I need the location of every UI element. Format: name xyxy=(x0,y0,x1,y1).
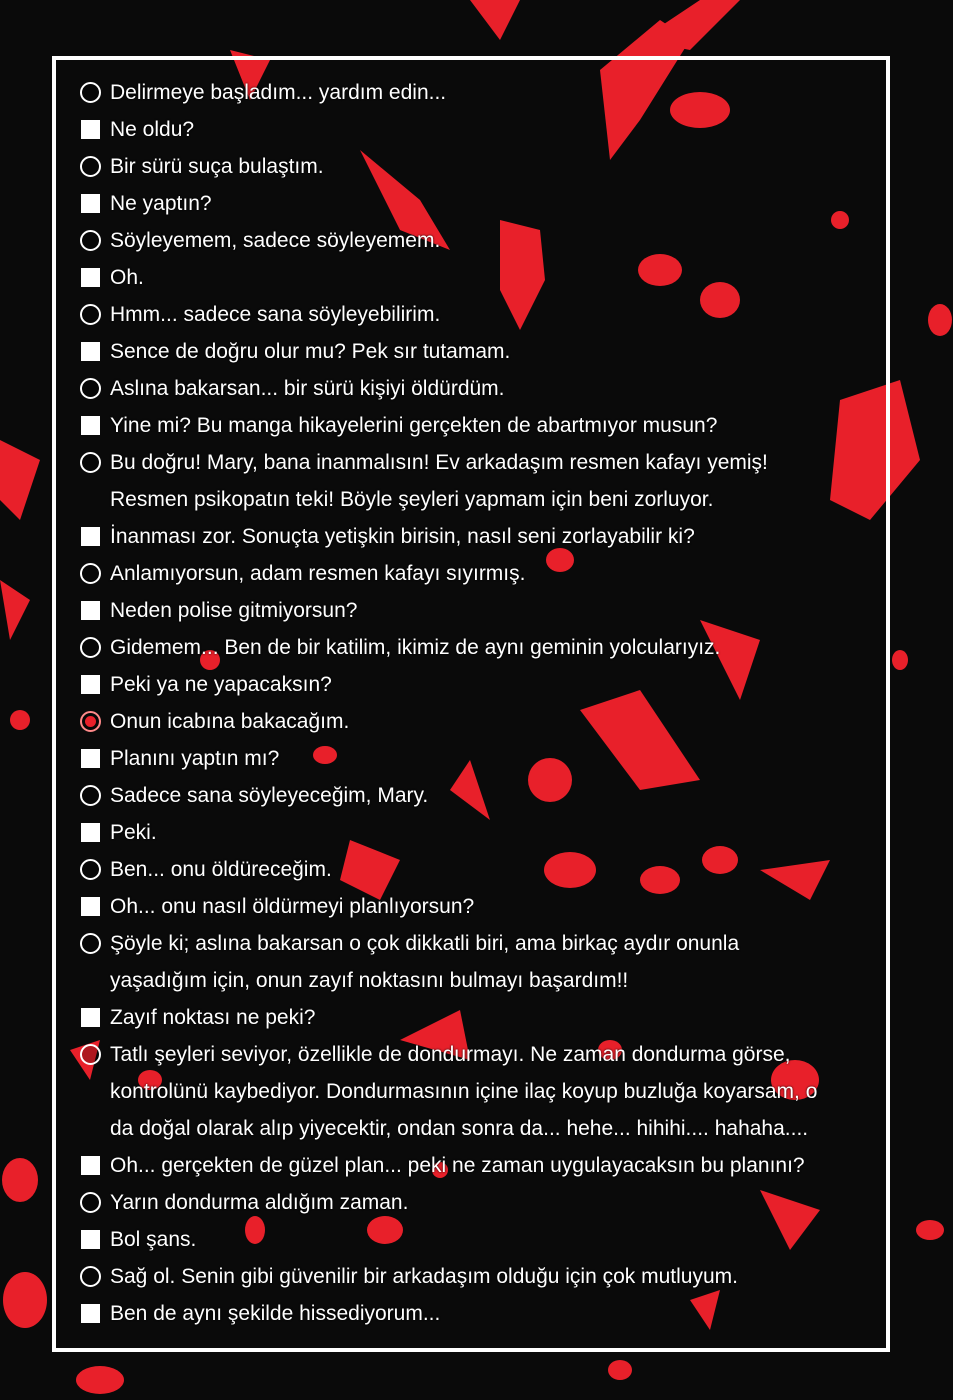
dialogue-line xyxy=(78,629,868,666)
dialogue-line xyxy=(78,999,868,1036)
dialogue-line xyxy=(78,1221,868,1258)
dialogue-line xyxy=(78,74,868,111)
dialogue-line xyxy=(78,296,868,333)
radio-circle-icon xyxy=(80,859,101,880)
dialogue-line xyxy=(78,1184,868,1221)
dialogue-text: Zayıf noktası ne peki? xyxy=(110,1006,316,1029)
checkbox-square-icon xyxy=(81,1230,100,1249)
dialogue-text: Hmm... sadece sana söyleyebilirim. xyxy=(110,303,441,326)
dialogue-text: yaşadığım için, onun zayıf noktasını bulmayı başardım!! xyxy=(110,969,629,992)
radio-circle-icon xyxy=(80,1266,101,1287)
checkbox-square-icon xyxy=(81,527,100,546)
dialogue-line xyxy=(78,814,868,851)
dialogue-line xyxy=(78,111,868,148)
radio-circle-icon xyxy=(80,1044,101,1065)
dialogue-text: Peki ya ne yapacaksın? xyxy=(110,673,332,696)
checkbox-square-icon xyxy=(81,897,100,916)
dialogue-line xyxy=(78,481,868,518)
dialogue-text: Ben... onu öldüreceğim. xyxy=(110,858,332,881)
dialogue-line xyxy=(78,1036,868,1073)
dialogue-line xyxy=(78,888,868,925)
dialogue-line xyxy=(78,148,868,185)
dialogue-text: Yine mi? Bu manga hikayelerini gerçekten de abartmıyor musun? xyxy=(110,414,718,437)
radio-circle-icon xyxy=(80,933,101,954)
dialogue-text: Oh... gerçekten de güzel plan... peki ne zaman uygulayacaksın bu planını? xyxy=(110,1154,805,1177)
dialogue-line xyxy=(78,222,868,259)
dialogue-line xyxy=(78,259,868,296)
dialogue-line xyxy=(78,1110,868,1147)
radio-circle-icon xyxy=(80,1192,101,1213)
radio-circle-icon xyxy=(80,304,101,325)
dialogue-line xyxy=(78,333,868,370)
dialogue-line xyxy=(78,518,868,555)
dialogue-text: Şöyle ki; aslına bakarsan o çok dikkatli biri, ama birkaç aydır onunla xyxy=(110,932,740,955)
dialogue-text: Oh... onu nasıl öldürmeyi planlıyorsun? xyxy=(110,895,475,918)
checkbox-square-icon xyxy=(81,601,100,620)
dialogue-text: Onun icabına bakacağım. xyxy=(110,710,350,733)
dialogue-text: Bir sürü suça bulaştım. xyxy=(110,155,324,178)
dialogue-line xyxy=(78,592,868,629)
checkbox-square-icon xyxy=(81,268,100,287)
checkbox-square-icon xyxy=(81,1008,100,1027)
dialogue-text: Sence de doğru olur mu? Pek sır tutamam. xyxy=(110,340,511,363)
dialogue-text: Söyleyemem, sadece söyleyemem. xyxy=(110,229,441,252)
radio-circle-icon xyxy=(80,563,101,584)
radio-circle-icon xyxy=(80,82,101,103)
dialogue-line xyxy=(78,703,868,740)
dialogue-line xyxy=(78,444,868,481)
dialogue-line xyxy=(78,370,868,407)
dialogue-text: Oh. xyxy=(110,266,144,289)
dialogue-text: Tatlı şeyleri seviyor, özellikle de dondurmayı. Ne zaman dondurma görse, xyxy=(110,1043,791,1066)
dialogue-text: İnanması zor. Sonuçta yetişkin birisin, nasıl seni zorlayabilir ki? xyxy=(110,525,695,548)
dialogue-line xyxy=(78,1258,868,1295)
dialogue-line xyxy=(78,1073,868,1110)
dialogue-list xyxy=(78,74,868,1332)
checkbox-square-icon xyxy=(81,675,100,694)
checkbox-square-icon xyxy=(81,823,100,842)
dialogue-line xyxy=(78,962,868,999)
radio-circle-icon xyxy=(80,785,101,806)
checkbox-square-icon xyxy=(81,416,100,435)
dialogue-text: Neden polise gitmiyorsun? xyxy=(110,599,358,622)
checkbox-square-icon xyxy=(81,1156,100,1175)
checkbox-square-icon xyxy=(81,342,100,361)
dialogue-text: Ben de aynı şekilde hissediyorum... xyxy=(110,1302,441,1325)
dialogue-line xyxy=(78,851,868,888)
checkbox-square-icon xyxy=(81,749,100,768)
dialogue-line xyxy=(78,1295,868,1332)
dialogue-line xyxy=(78,777,868,814)
dialogue-text: Sadece sana söyleyeceğim, Mary. xyxy=(110,784,429,807)
dialogue-text: Resmen psikopatın teki! Böyle şeyleri yapmam için beni zorluyor. xyxy=(110,488,714,511)
dialogue-text: Bu doğru! Mary, bana inanmalısın! Ev arkadaşım resmen kafayı yemiş! xyxy=(110,451,768,474)
dialogue-line xyxy=(78,185,868,222)
dialogue-text: Delirmeye başladım... yardım edin... xyxy=(110,81,447,104)
dialogue-line xyxy=(78,555,868,592)
radio-circle-icon xyxy=(80,452,101,473)
radio-circle-icon xyxy=(80,378,101,399)
dialogue-line xyxy=(78,407,868,444)
dialogue-text: Ne oldu? xyxy=(110,118,195,141)
checkbox-square-icon xyxy=(81,1304,100,1323)
dialogue-text: da doğal olarak alıp yiyecektir, ondan sonra da... hehe... hihihi.... hahaha.... xyxy=(110,1117,809,1140)
radio-circle-icon xyxy=(80,711,101,732)
checkbox-square-icon xyxy=(81,194,100,213)
checkbox-square-icon xyxy=(81,120,100,139)
dialogue-line xyxy=(78,925,868,962)
dialogue-text: Anlamıyorsun, adam resmen kafayı sıyırmış. xyxy=(110,562,526,585)
dialogue-line xyxy=(78,666,868,703)
radio-circle-icon xyxy=(80,230,101,251)
dialogue-line xyxy=(78,740,868,777)
dialogue-line xyxy=(78,1147,868,1184)
dialogue-text: Bol şans. xyxy=(110,1228,197,1251)
radio-circle-icon xyxy=(80,156,101,177)
dialogue-text: Aslına bakarsan... bir sürü kişiyi öldürdüm. xyxy=(110,377,505,400)
dialogue-text: Sağ ol. Senin gibi güvenilir bir arkadaşım olduğu için çok mutluyum. xyxy=(110,1265,738,1288)
dialogue-text: kontrolünü kaybediyor. Dondurmasının içine ilaç koyup buzluğa koyarsam, o xyxy=(110,1080,818,1103)
dialogue-text: Ne yaptın? xyxy=(110,192,212,215)
dialogue-text: Yarın dondurma aldığım zaman. xyxy=(110,1191,409,1214)
dialogue-text: Gidemem... Ben de bir katilim, ikimiz de aynı geminin yolcularıyız. xyxy=(110,636,721,659)
dialogue-text: Planını yaptın mı? xyxy=(110,747,280,770)
dialogue-text: Peki. xyxy=(110,821,157,844)
radio-circle-icon xyxy=(80,637,101,658)
